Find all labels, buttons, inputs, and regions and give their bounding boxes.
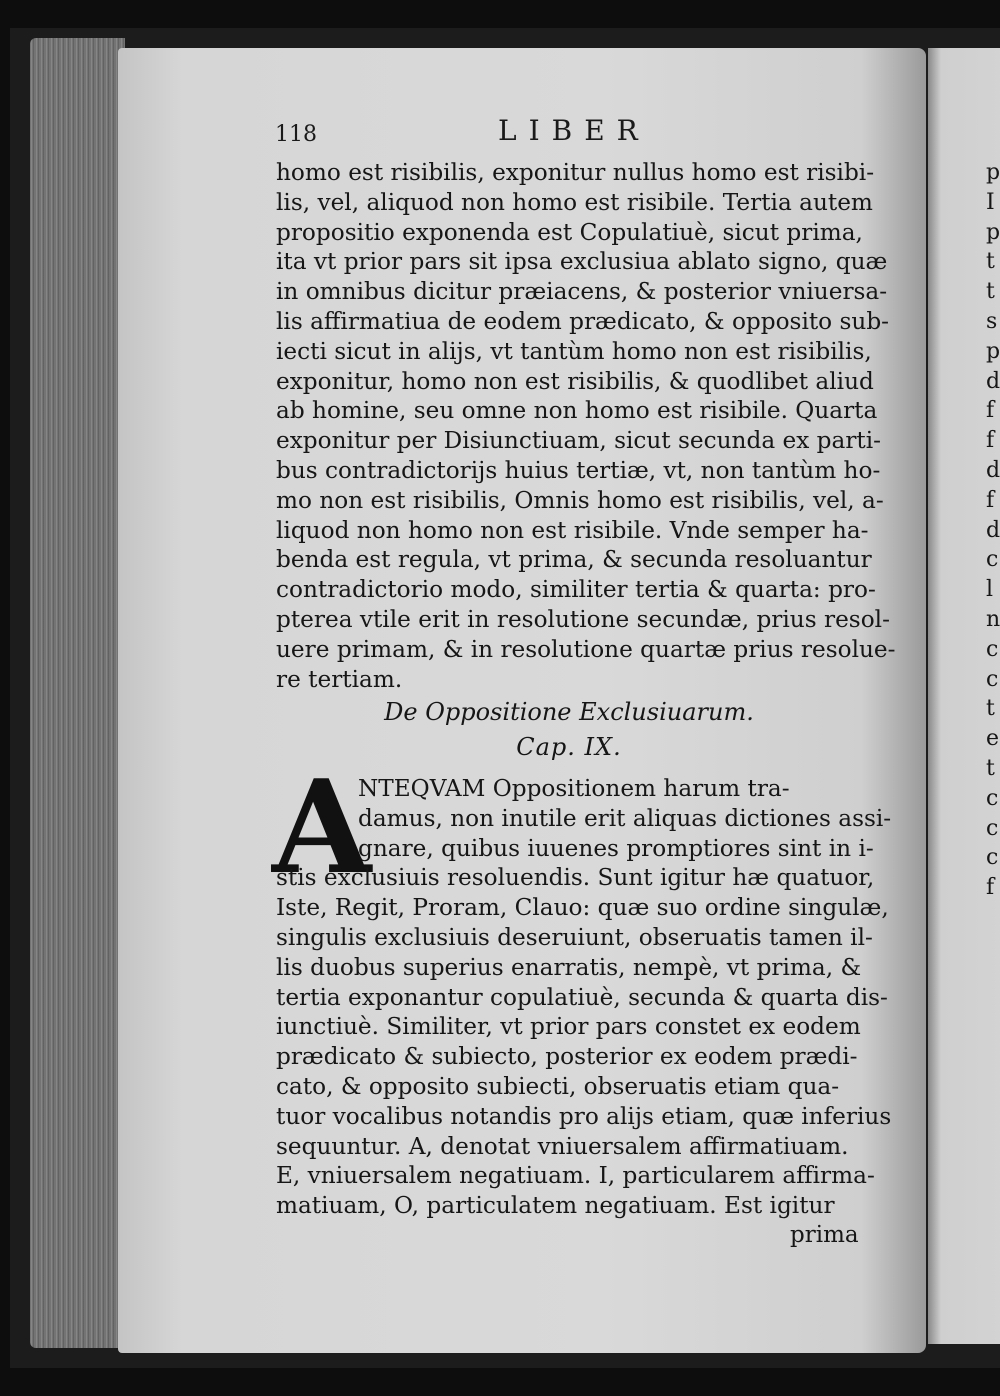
fragment-letter: f xyxy=(986,875,995,901)
body-text xyxy=(276,158,896,694)
fragment-letter: p xyxy=(986,160,1000,185)
text-line: liquod non homo non est risibile. Vnde semper ha- xyxy=(276,516,869,544)
fragment-letter: t xyxy=(986,279,995,305)
fragment-letter: p xyxy=(986,219,1000,245)
drop-cap: A xyxy=(272,753,372,903)
text-line: exponitur, homo non est risibilis, & quodlibet aliud xyxy=(276,367,874,395)
fragment-letter: t xyxy=(986,249,995,275)
fragment-letter: f xyxy=(986,398,995,424)
text-line: matiuam, O, particulatem negatiuam. Est igitur xyxy=(276,1192,835,1220)
fragment-letter: I xyxy=(986,189,995,215)
fragment-letter: d xyxy=(986,368,1000,394)
fragment-letter: d xyxy=(986,517,1000,543)
fragment-letter: c xyxy=(986,636,999,662)
fragment-letter: p xyxy=(986,338,1000,364)
fragment-letter: c xyxy=(986,785,999,811)
text-line: singulis exclusiuis deseruiunt, obseruatis tamen il- xyxy=(276,923,873,951)
catchword: prima xyxy=(790,1222,859,1248)
text-line: prædicato & subiecto, posterior ex eodem prædi- xyxy=(276,1043,858,1071)
text-line: contradictorio modo, similiter tertia & quarta: pro- xyxy=(276,576,876,604)
text-line: re tertiam. xyxy=(276,665,403,693)
fragment-letter: f xyxy=(986,487,995,513)
text-line: iunctiuè. Similiter, vt prior pars constet ex eodem xyxy=(276,1013,861,1041)
text-line: gnare, quibus iuuenes promptiores sint in i- xyxy=(358,834,874,862)
running-title: LIBER xyxy=(498,114,650,147)
fragment-letter: s xyxy=(986,308,998,334)
text-line: pterea vtile erit in resolutione secundæ, prius resol- xyxy=(276,605,890,633)
text-line: mo non est risibilis, Omnis homo est risibilis, vel, a- xyxy=(276,486,884,514)
text-line: exponitur per Disiunctiuam, sicut secunda ex parti- xyxy=(276,427,882,455)
text-line: Iste, Regit, Proram, Clauo: quæ suo ordine singulæ, xyxy=(276,894,889,922)
text-line: stis exclusiuis resoluendis. Sunt igitur hæ quatuor, xyxy=(276,864,875,892)
facing-page-fragment xyxy=(986,158,1000,903)
text-line: tuor vocalibus notandis pro alijs etiam, quæ inferius xyxy=(276,1102,892,1130)
text-line: benda est regula, vt prima, & secunda resoluantur xyxy=(276,546,872,574)
fragment-letter: d xyxy=(986,457,1000,483)
text-line: sequuntur. A, denotat vniuersalem affirmatiuam. xyxy=(276,1132,849,1160)
text-line: in omnibus dicitur præiacens, & posterior vniuersa- xyxy=(276,278,888,306)
text-line: iecti sicut in alijs, vt tantùm homo non est risibilis, xyxy=(276,337,872,365)
fragment-letter: c xyxy=(986,547,999,573)
fragment-letter: e xyxy=(986,726,1000,752)
fragment-letter: n xyxy=(986,606,1000,632)
text-line: lis duobus superius enarratis, nempè, vt prima, & xyxy=(276,953,862,981)
fragment-letter: c xyxy=(986,666,999,692)
page-number: 118 xyxy=(275,122,317,147)
text-line: bus contradictorijs huius tertiæ, vt, non tantùm ho- xyxy=(276,456,881,484)
fragment-letter: f xyxy=(986,428,995,454)
text-line: NTEQVAM Oppositionem harum tra- xyxy=(358,775,790,802)
text-line: damus, non inutile erit aliquas dictiones assi- xyxy=(358,804,892,832)
chapter-heading: De Oppositione Exclusiuarum. xyxy=(384,698,754,726)
fragment-letter: c xyxy=(986,815,999,841)
text-line: ita vt prior pars sit ipsa exclusiua ablato signo, quæ xyxy=(276,248,888,276)
chapter-number: Cap. IX. xyxy=(516,733,622,761)
page-edges xyxy=(30,38,125,1348)
text-line: uere primam, & in resolutione quartæ prius resolue- xyxy=(276,635,896,663)
text-line: tertia exponantur copulatiuè, secunda & quarta dis- xyxy=(276,983,888,1011)
text-line: homo est risibilis, exponitur nullus homo est risibi- xyxy=(276,159,875,186)
chapter-paragraph xyxy=(276,774,892,1221)
fragment-letter: c xyxy=(986,845,999,871)
text-line: lis, vel, aliquod non homo est risibile. Tertia autem xyxy=(276,188,873,216)
text-line: propositio exponenda est Copulatiuè, sicut prima, xyxy=(276,218,863,246)
text-line: ab homine, seu omne non homo est risibile. Quarta xyxy=(276,397,878,425)
fragment-letter: l xyxy=(986,577,994,603)
text-line: E, vniuersalem negatiuam. I, particularem affirma- xyxy=(276,1162,875,1190)
fragment-letter: t xyxy=(986,755,995,781)
text-line: cato, & opposito subiecti, obseruatis etiam qua- xyxy=(276,1072,840,1100)
text-line: lis affirmatiua de eodem prædicato, & opposito sub- xyxy=(276,307,890,335)
fragment-letter: t xyxy=(986,696,995,722)
running-head xyxy=(0,110,1000,150)
